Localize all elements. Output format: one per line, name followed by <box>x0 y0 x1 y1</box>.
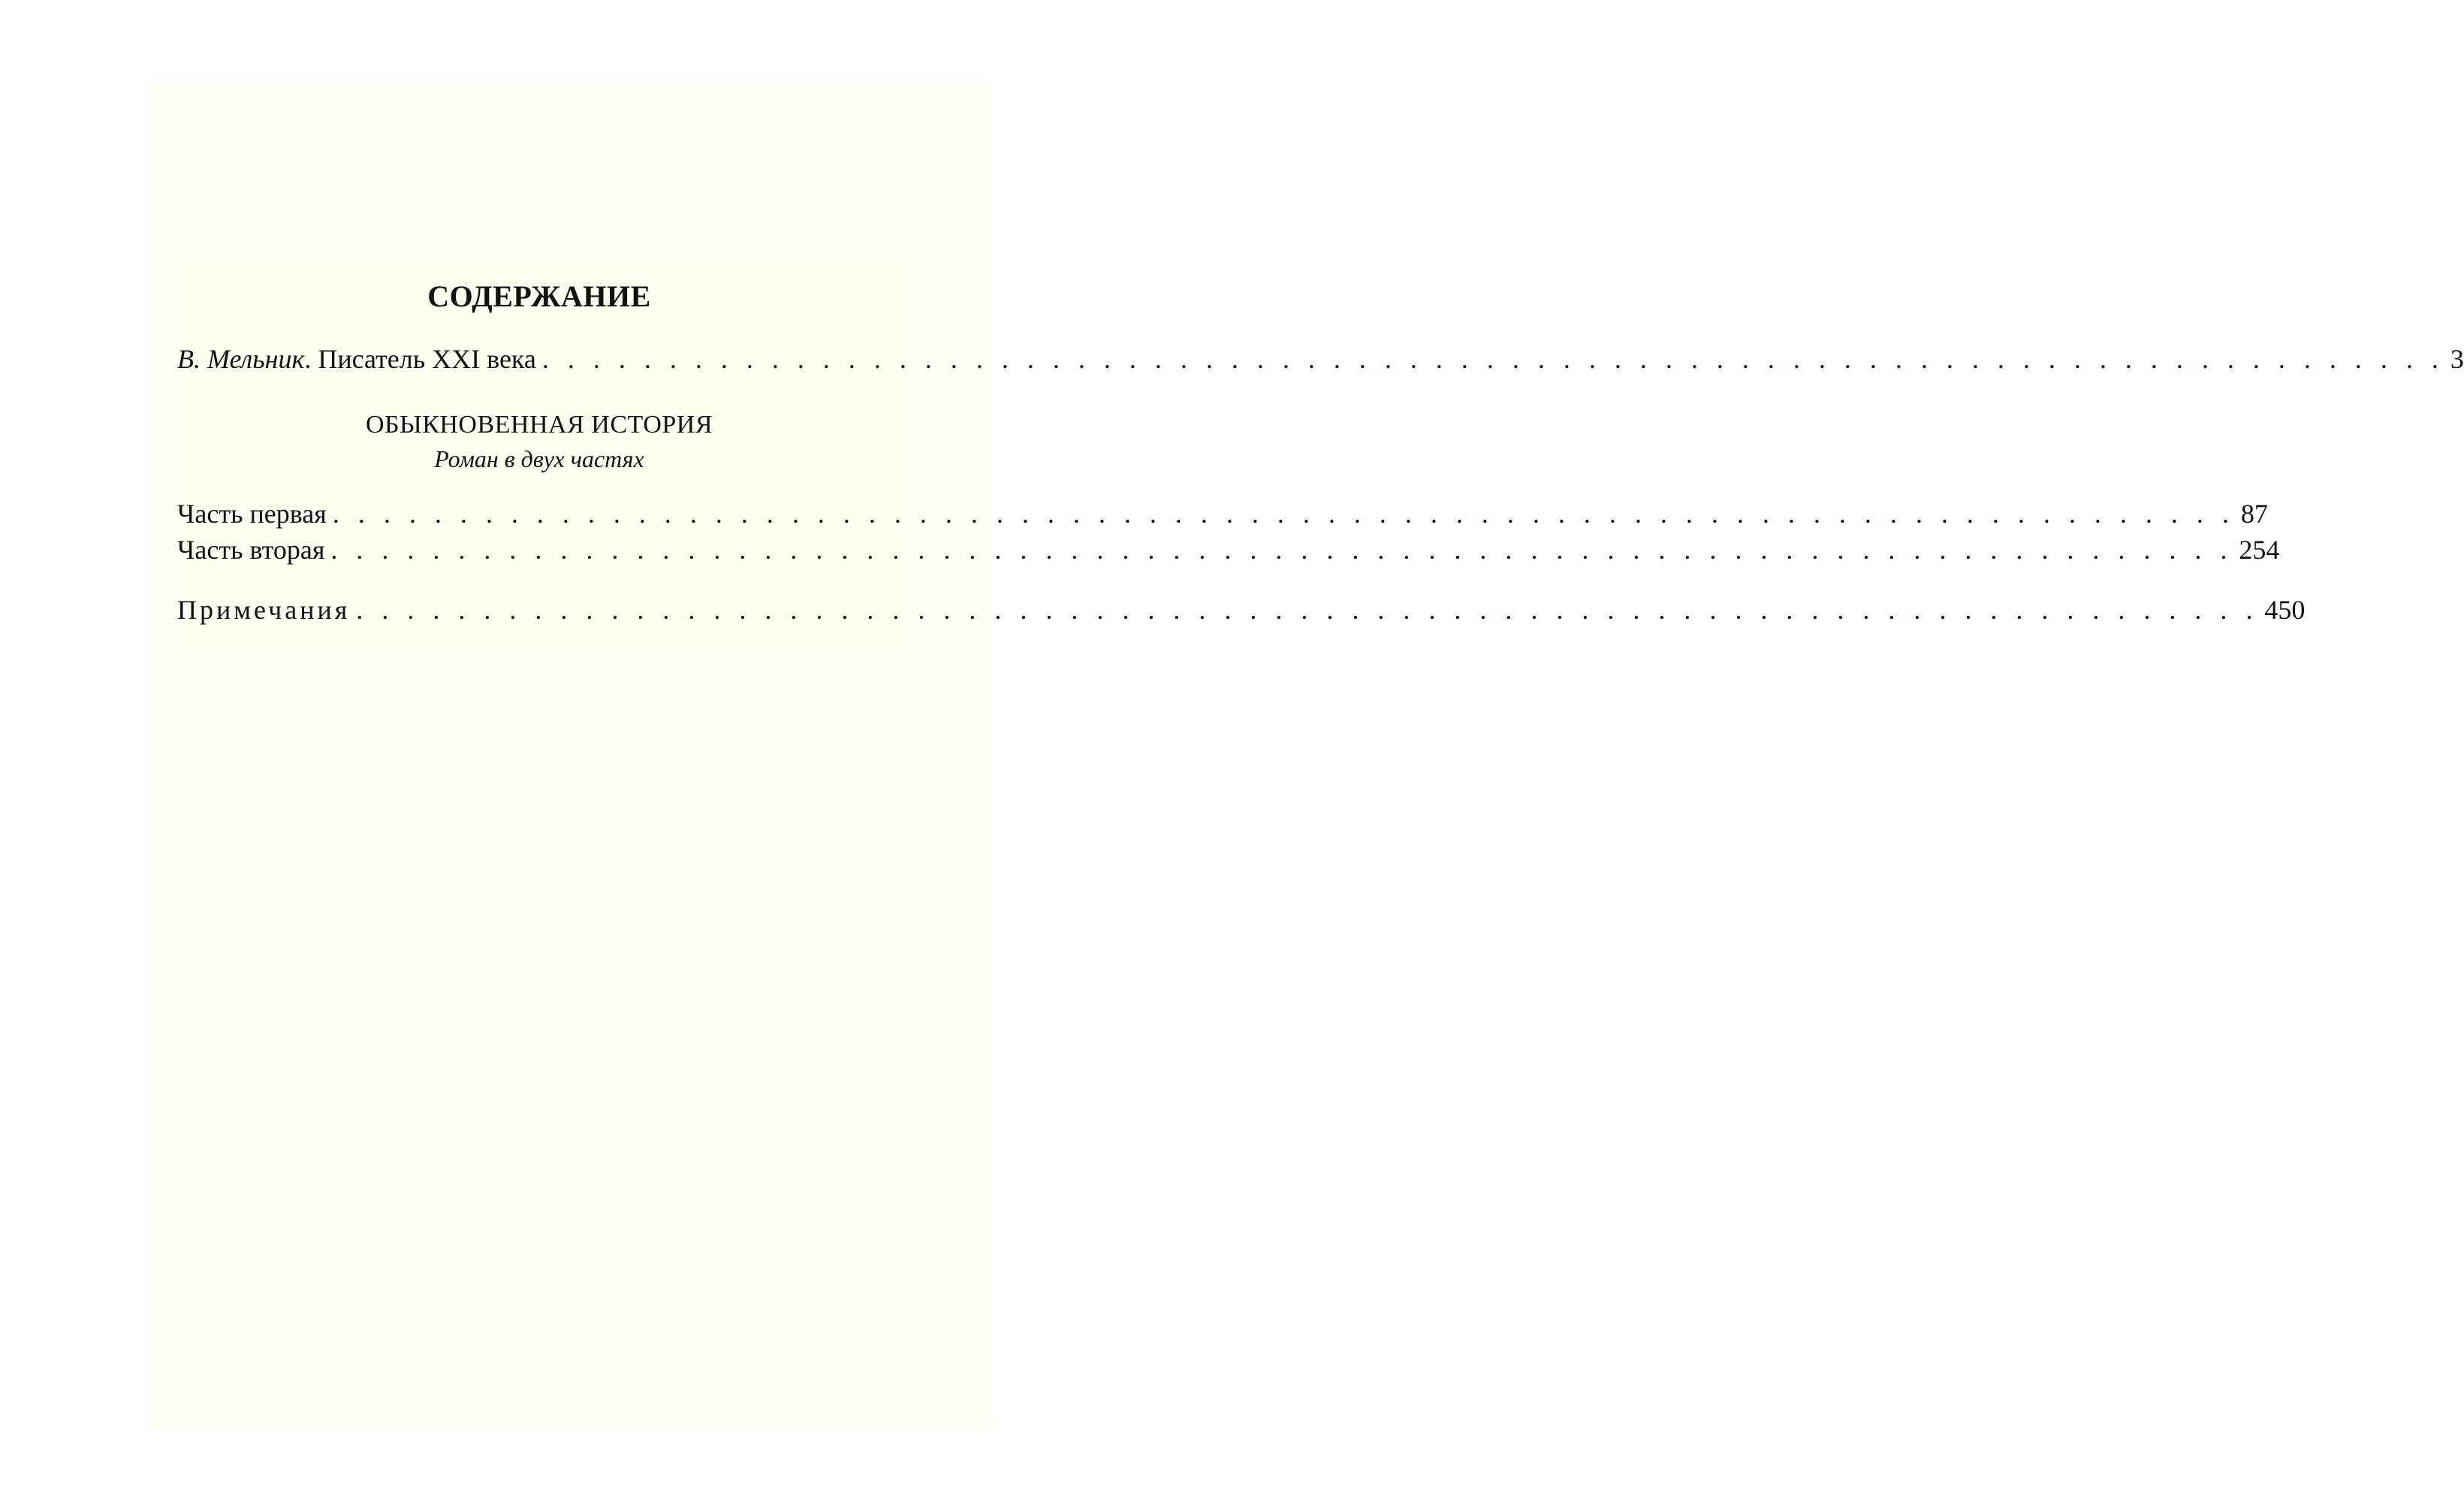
page-number: 254 <box>2239 535 2280 565</box>
preface-author: В. Мельник <box>177 344 305 374</box>
dot-leader: . . . . . . . . . . . . . . . . . . . . . . . . . . . . . . . . . . . . . . . . . . . . . . . . . . . . . . . . . . . . . . . . . . . . . . . . . . . <box>330 535 2233 565</box>
toc-entry-part-two <box>177 532 2280 567</box>
dot-leader: . . . . . . . . . . . . . . . . . . . . . . . . . . . . . . . . . . . . . . . . . . . . . . . . . . . . . . . . . . . . . . . . . . . . . . . . . . . <box>332 499 2235 529</box>
section-subtitle: Роман в двух частях <box>434 445 644 472</box>
page-number: 87 <box>2240 499 2268 529</box>
toc-entry-label: Примечания <box>177 595 351 625</box>
page-number: 3 <box>2450 344 2464 374</box>
toc-heading: СОДЕРЖАНИЕ <box>427 279 651 313</box>
toc-entry-part-one <box>177 496 2268 531</box>
toc-entry-label: Часть вторая <box>177 535 325 565</box>
toc-entry-label: Часть первая <box>177 499 327 529</box>
dot-leader: . . . . . . . . . . . . . . . . . . . . . . . . . . . . . . . . . . . . . . . . . . . . . . . . . . . . . . . . . . . . . . . . . . . . . . . . . . . <box>356 595 2259 625</box>
toc-entry-label <box>177 342 536 376</box>
toc-entry-preface <box>177 342 2464 376</box>
page-number: 450 <box>2264 595 2306 625</box>
toc-entry-notes <box>177 593 2306 627</box>
preface-title: . Писатель XXI века <box>304 344 536 374</box>
table-of-contents <box>177 267 2464 650</box>
section-title: ОБЫКНОВЕННАЯ ИСТОРИЯ <box>365 411 713 439</box>
dot-leader: . . . . . . . . . . . . . . . . . . . . . . . . . . . . . . . . . . . . . . . . . . . . . . . . . . . . . . . . . . . . . . . . . . . . . . . . . . . <box>541 344 2444 374</box>
